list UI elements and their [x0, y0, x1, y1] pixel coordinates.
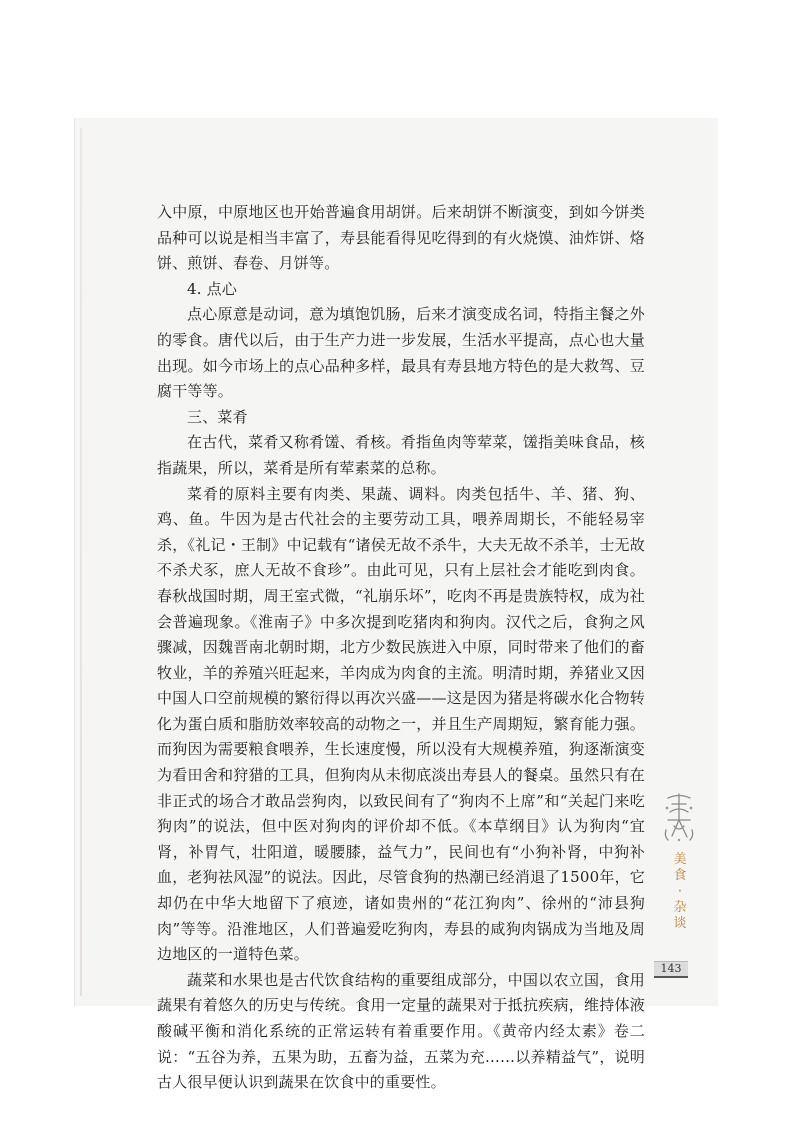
paragraph-5: 蔬菜和水果也是古代饮食结构的重要组成部分，中国以农立国，食用蔬果有着悠久的历史与传统。食用一定量的蔬果对于抵抗疾病，维持体液酸碱平衡和消化系统的正常运转有着重要作用。《黄帝内经太素》卷二说：“五谷为养，五果为助，五畜为益，五菜为充……以养精益气”，说明古人很早便认识到蔬果在饮食中的重要性。	[157, 970, 645, 1092]
subheading-dianxin: 4. 点心	[187, 279, 238, 298]
calligraphy-ornament-icon	[662, 790, 696, 844]
page-body	[157, 200, 645, 1096]
page-spine-shadow	[80, 128, 82, 996]
page-number-rule	[654, 976, 688, 978]
page-number: 143	[654, 961, 688, 976]
side-decoration	[660, 790, 700, 940]
section-label: 美食·杂谈	[673, 852, 687, 931]
paragraph-4: 菜肴的原料主要有肉类、果蔬、调料。肉类包括牛、羊、猪、狗、鸡、鱼。牛因为是古代社会的主要劳动工具，喂养周期长，不能轻易宰杀，《礼记・王制》中记载有“诸侯无故不杀牛，大夫无故不杀羊，士无故不杀犬豕，庶人无故不食珍”。由此可见，只有上层社会才能吃到肉食。春秋战国时期，周王室式微，“礼崩乐坏”，吃肉不再是贵族特权，成为社会普遍现象。《淮南子》中多次提到吃猪肉和狗肉。汉代之后，食狗之风骤减，因魏晋南北朝时期，北方少数民族进入中原，同时带来了他们的畜牧业，羊的养殖兴旺起来，羊肉成为肉食的主流。明清时期，养猪业又因中国人口空前规模的繁衍得以再次兴盛——这是因为猪是将碳水化合物转化为蛋白质和脂肪效率较高的动物之一，并且生产周期短，繁育能力强。而狗因为需要粮食喂养，生长速度慢，所以没有大规模养殖，狗逐渐演变为看田舍和狩猎的工具，但狗肉从未彻底淡出寿县人的餐桌。虽然只有在非正式的场合才敢品尝狗肉，以致民间有了“狗肉不上席”和“关起门来吃狗肉”的说法，但中医对狗肉的评价却不低。《本草纲目》认为狗肉“宜肾，补胃气，壮阳道，暖腰膝，益气力”，民间也有“小狗补肾，中狗补血，老狗祛风湿”的说法。因此，尽管食狗的热潮已经消退了1500年，它却仍在中华大地留下了痕迹，诸如贵州的“花江狗肉”、徐州的“沛县狗肉”等等。沿淮地区，人们普遍爱吃狗肉，寿县的咸狗肉锅成为当地及周边地区的一道特色菜。	[157, 484, 645, 964]
paragraph-3: 在古代，菜肴又称肴馐、肴核。肴指鱼肉等荤菜，馐指美味食品，核指蔬果，所以，菜肴是所有荤素菜的总称。	[157, 433, 645, 477]
paragraph-2: 点心原意是动词，意为填饱饥肠，后来才演变成名词，特指主餐之外的零食。唐代以后，由于生产力进一步发展，生活水平提高，点心也大量出现。如今市场上的点心品种多样，最具有寿县地方特色的是大救驾、豆腐干等等。	[157, 305, 645, 401]
section-heading-caiyao: 三、菜肴	[187, 407, 248, 426]
paragraph-1: 入中原，中原地区也开始普遍食用胡饼。后来胡饼不断演变，到如今饼类品种可以说是相当丰富了，寿县能看得见吃得到的有火烧馍、油炸饼、烙饼、煎饼、春卷、月饼等。	[157, 203, 645, 273]
